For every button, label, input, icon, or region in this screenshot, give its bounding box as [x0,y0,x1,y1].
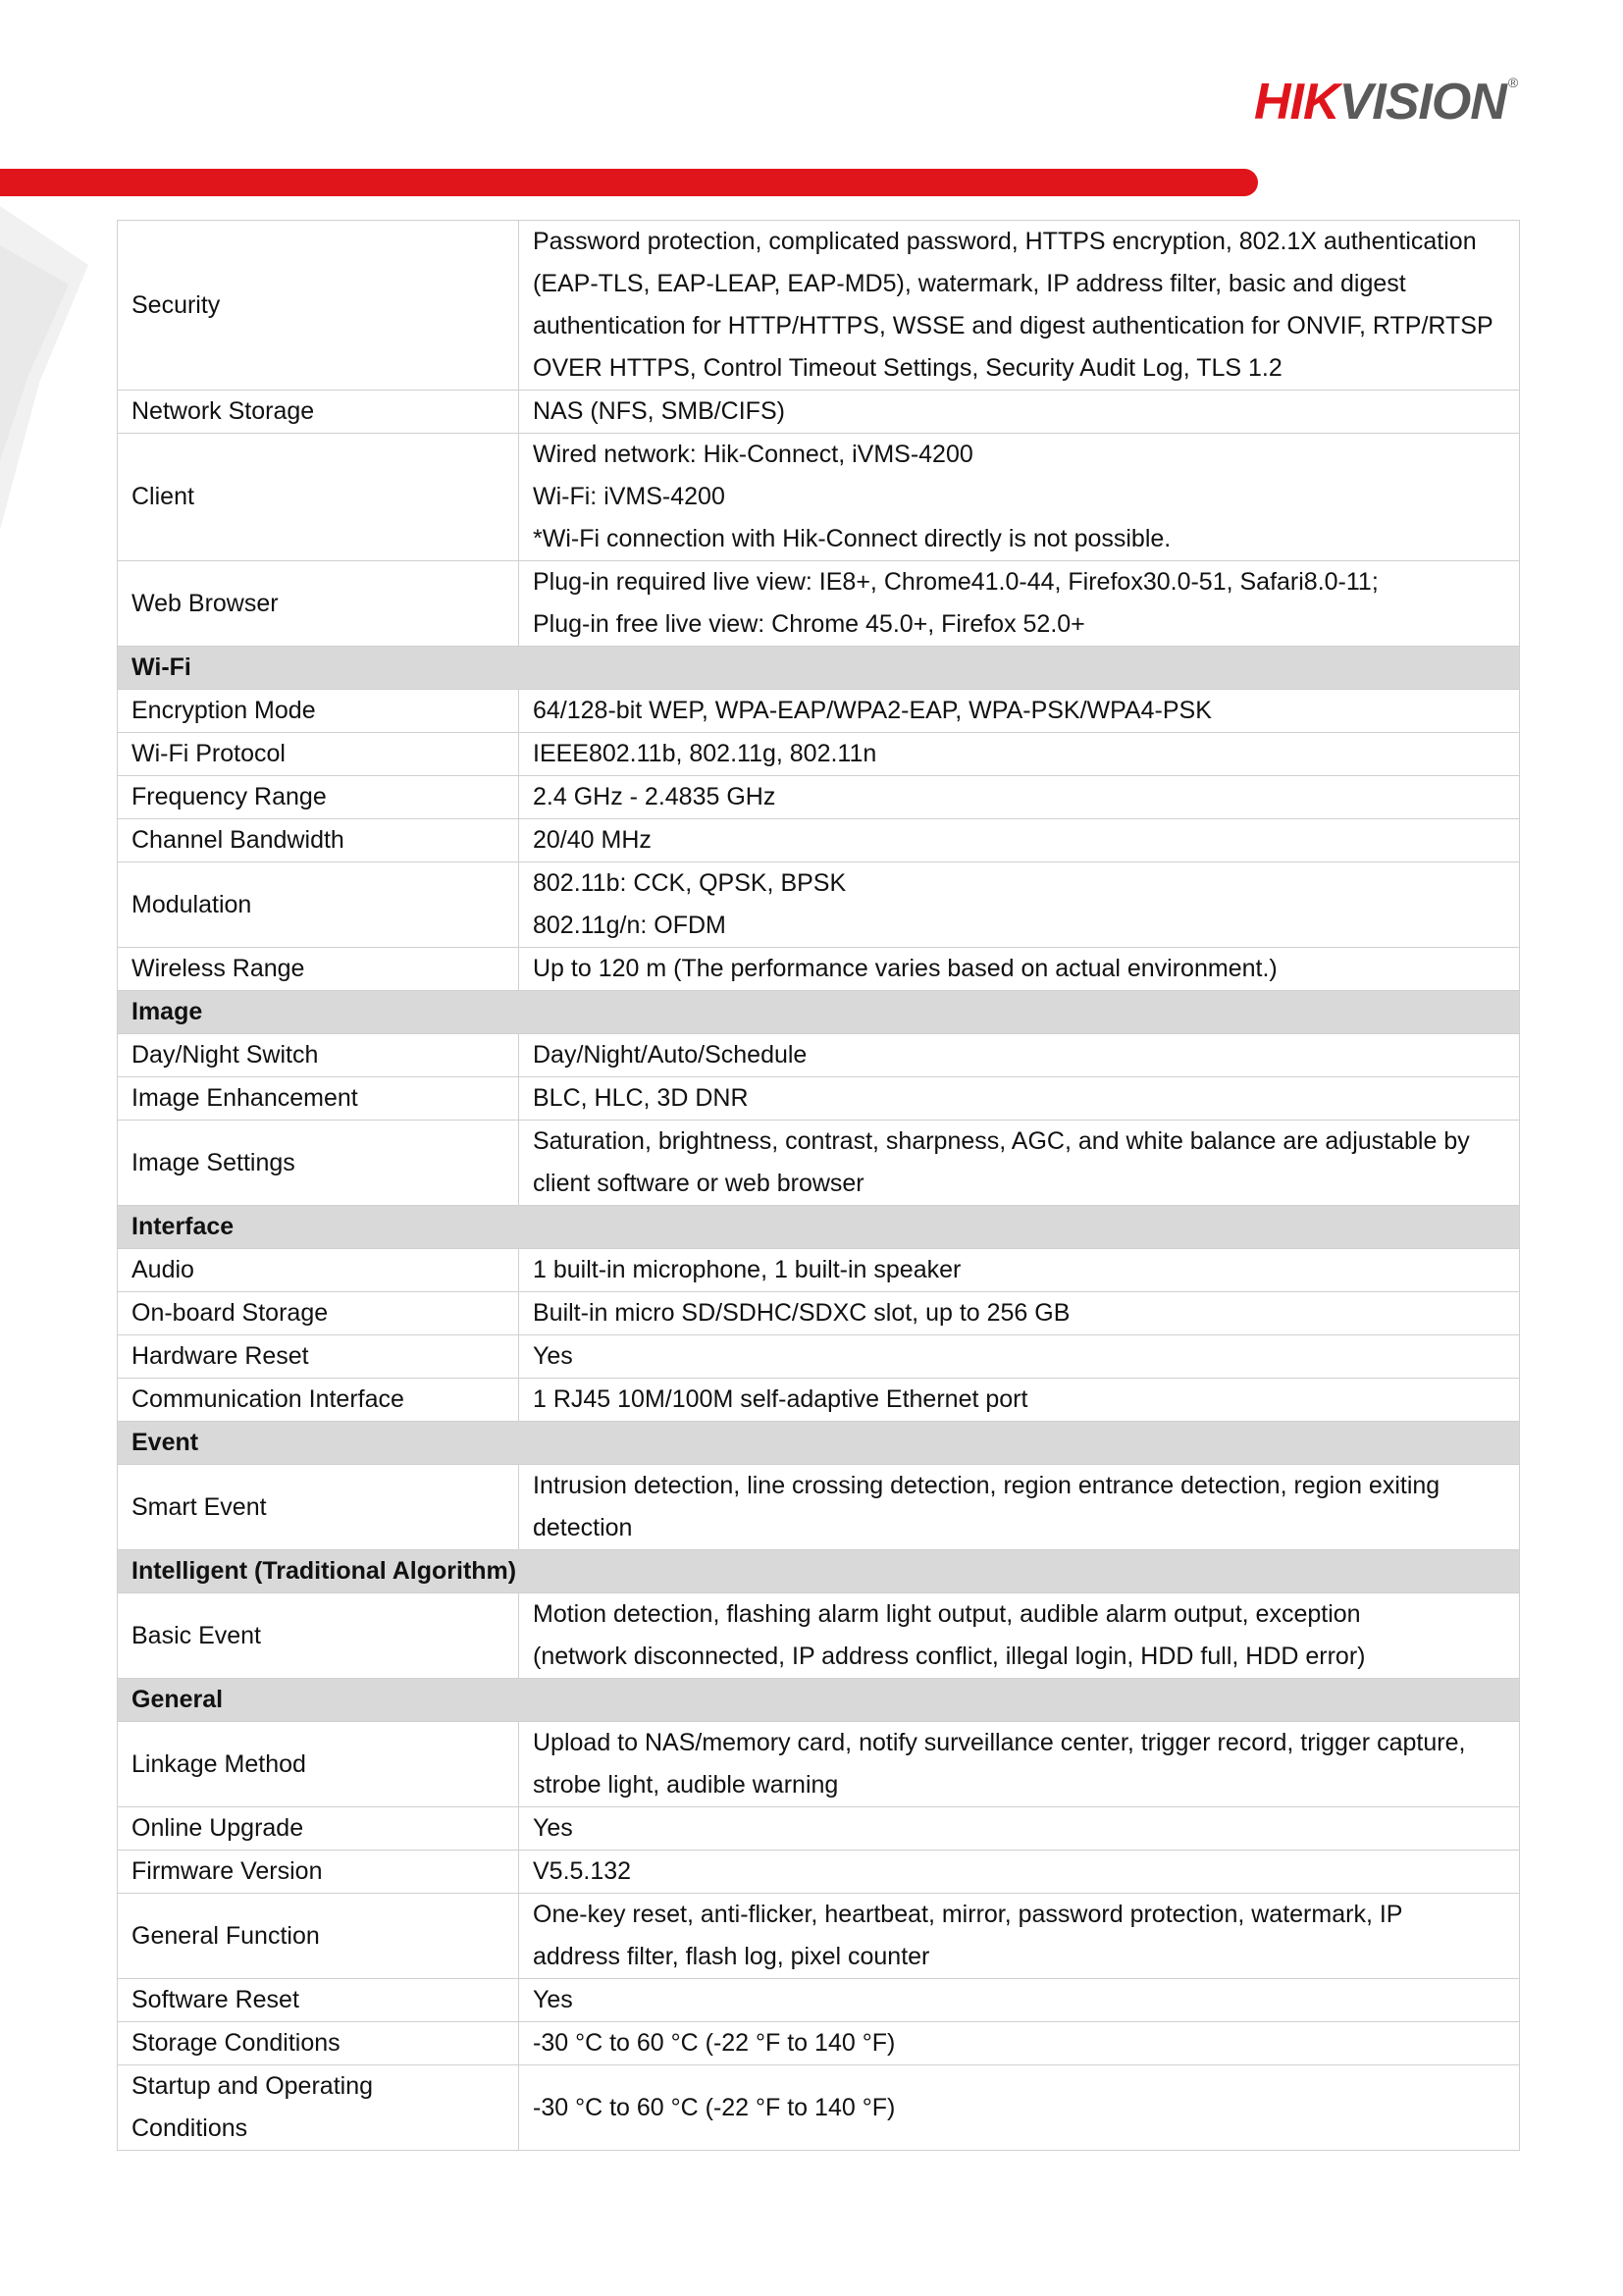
spec-value: 1 RJ45 10M/100M self-adaptive Ethernet port [519,1379,1520,1422]
spec-value: Wired network: Hik-Connect, iVMS-4200 Wi-Fi: iVMS-4200 *Wi-Fi connection with Hik-Connect directly is not possible. [519,434,1520,561]
decorative-watermark-shape [0,206,88,530]
table-row [118,1249,1520,1292]
spec-value: NAS (NFS, SMB/CIFS) [519,391,1520,434]
spec-label: Wireless Range [118,948,519,991]
table-row [118,1292,1520,1335]
spec-label: Network Storage [118,391,519,434]
spec-label: Firmware Version [118,1851,519,1894]
table-row [118,1335,1520,1379]
table-row [118,391,1520,434]
section-title: General [118,1679,1520,1722]
spec-label: Frequency Range [118,776,519,819]
table-row [118,862,1520,948]
section-header-row [118,647,1520,690]
table-row [118,1077,1520,1121]
table-row [118,776,1520,819]
spec-value: Password protection, complicated password, HTTPS encryption, 802.1X authentication (EAP-TLS, EAP-LEAP, EAP-MD5), watermark, IP address filter, basic and digest authentication for HTTP/HTTPS, WSSE and digest authentication for ONVIF, RTP/RTSP OVER HTTPS, Control Timeout Settings, Security Audit Log, TLS 1.2 [519,221,1520,391]
table-row [118,1851,1520,1894]
spec-value: Yes [519,1979,1520,2022]
section-title: Interface [118,1206,1520,1249]
table-row [118,221,1520,391]
spec-label: Storage Conditions [118,2022,519,2065]
spec-label: Day/Night Switch [118,1034,519,1077]
spec-value: Built-in micro SD/SDHC/SDXC slot, up to 256 GB [519,1292,1520,1335]
spec-value: 20/40 MHz [519,819,1520,862]
spec-label: Hardware Reset [118,1335,519,1379]
section-title: Image [118,991,1520,1034]
spec-label: Linkage Method [118,1722,519,1807]
spec-label: Modulation [118,862,519,948]
spec-label: Audio [118,1249,519,1292]
table-row [118,733,1520,776]
table-row [118,1979,1520,2022]
spec-value: Plug-in required live view: IE8+, Chrome41.0-44, Firefox30.0-51, Safari8.0-11; Plug-in free live view: Chrome 45.0+, Firefox 52.0+ [519,561,1520,647]
table-row [118,434,1520,561]
spec-value: Day/Night/Auto/Schedule [519,1034,1520,1077]
spec-label: Online Upgrade [118,1807,519,1851]
spec-label: Software Reset [118,1979,519,2022]
section-header-row [118,1550,1520,1593]
section-title: Wi-Fi [118,647,1520,690]
spec-label: Wi-Fi Protocol [118,733,519,776]
table-row [118,1894,1520,1979]
table-row [118,1807,1520,1851]
table-row [118,1722,1520,1807]
spec-value: Upload to NAS/memory card, notify surveillance center, trigger record, trigger capture, strobe light, audible warning [519,1722,1520,1807]
spec-label: Basic Event [118,1593,519,1679]
spec-value: BLC, HLC, 3D DNR [519,1077,1520,1121]
spec-value: -30 °C to 60 °C (-22 °F to 140 °F) [519,2022,1520,2065]
spec-value: 1 built-in microphone, 1 built-in speaker [519,1249,1520,1292]
hikvision-logo [1254,75,1558,130]
table-row [118,1465,1520,1550]
spec-label: Encryption Mode [118,690,519,733]
spec-label: Image Enhancement [118,1077,519,1121]
table-row [118,819,1520,862]
spec-value: 802.11b: CCK, QPSK, BPSK 802.11g/n: OFDM [519,862,1520,948]
brand-wordmark: HIKVISION [1254,74,1506,130]
table-row [118,2022,1520,2065]
table-row [118,690,1520,733]
spec-label: Web Browser [118,561,519,647]
table-row [118,561,1520,647]
spec-label: Channel Bandwidth [118,819,519,862]
spec-label: Security [118,221,519,391]
spec-value: Yes [519,1807,1520,1851]
table-row [118,1379,1520,1422]
spec-value: Saturation, brightness, contrast, sharpness, AGC, and white balance are adjustable by client software or web browser [519,1121,1520,1206]
section-title: Event [118,1422,1520,1465]
section-header-row [118,1206,1520,1249]
registered-mark: ® [1507,75,1519,90]
spec-value: Motion detection, flashing alarm light output, audible alarm output, exception (network disconnected, IP address conflict, illegal login, HDD full, HDD error) [519,1593,1520,1679]
table-row [118,1034,1520,1077]
table-row [118,1593,1520,1679]
spec-label: On-board Storage [118,1292,519,1335]
spec-label: Client [118,434,519,561]
spec-value: Intrusion detection, line crossing detection, region entrance detection, region exiting detection [519,1465,1520,1550]
section-header-row [118,1679,1520,1722]
section-header-row [118,991,1520,1034]
spec-value: 64/128-bit WEP, WPA-EAP/WPA2-EAP, WPA-PSK/WPA4-PSK [519,690,1520,733]
spec-value: V5.5.132 [519,1851,1520,1894]
spec-label: Startup and Operating Conditions [118,2065,519,2151]
header-red-bar [0,169,1258,196]
spec-value: -30 °C to 60 °C (-22 °F to 140 °F) [519,2065,1520,2151]
spec-value: IEEE802.11b, 802.11g, 802.11n [519,733,1520,776]
spec-table-body [118,221,1520,2151]
spec-value: 2.4 GHz - 2.4835 GHz [519,776,1520,819]
section-title: Intelligent (Traditional Algorithm) [118,1550,1520,1593]
table-row [118,1121,1520,1206]
spec-label: Smart Event [118,1465,519,1550]
table-row [118,2065,1520,2151]
spec-label: Communication Interface [118,1379,519,1422]
spec-value: One-key reset, anti-flicker, heartbeat, mirror, password protection, watermark, IP address filter, flash log, pixel counter [519,1894,1520,1979]
spec-label: Image Settings [118,1121,519,1206]
table-row [118,948,1520,991]
spec-value: Yes [519,1335,1520,1379]
section-header-row [118,1422,1520,1465]
spec-value: Up to 120 m (The performance varies based on actual environment.) [519,948,1520,991]
spec-label: General Function [118,1894,519,1979]
spec-table [117,220,1520,2151]
